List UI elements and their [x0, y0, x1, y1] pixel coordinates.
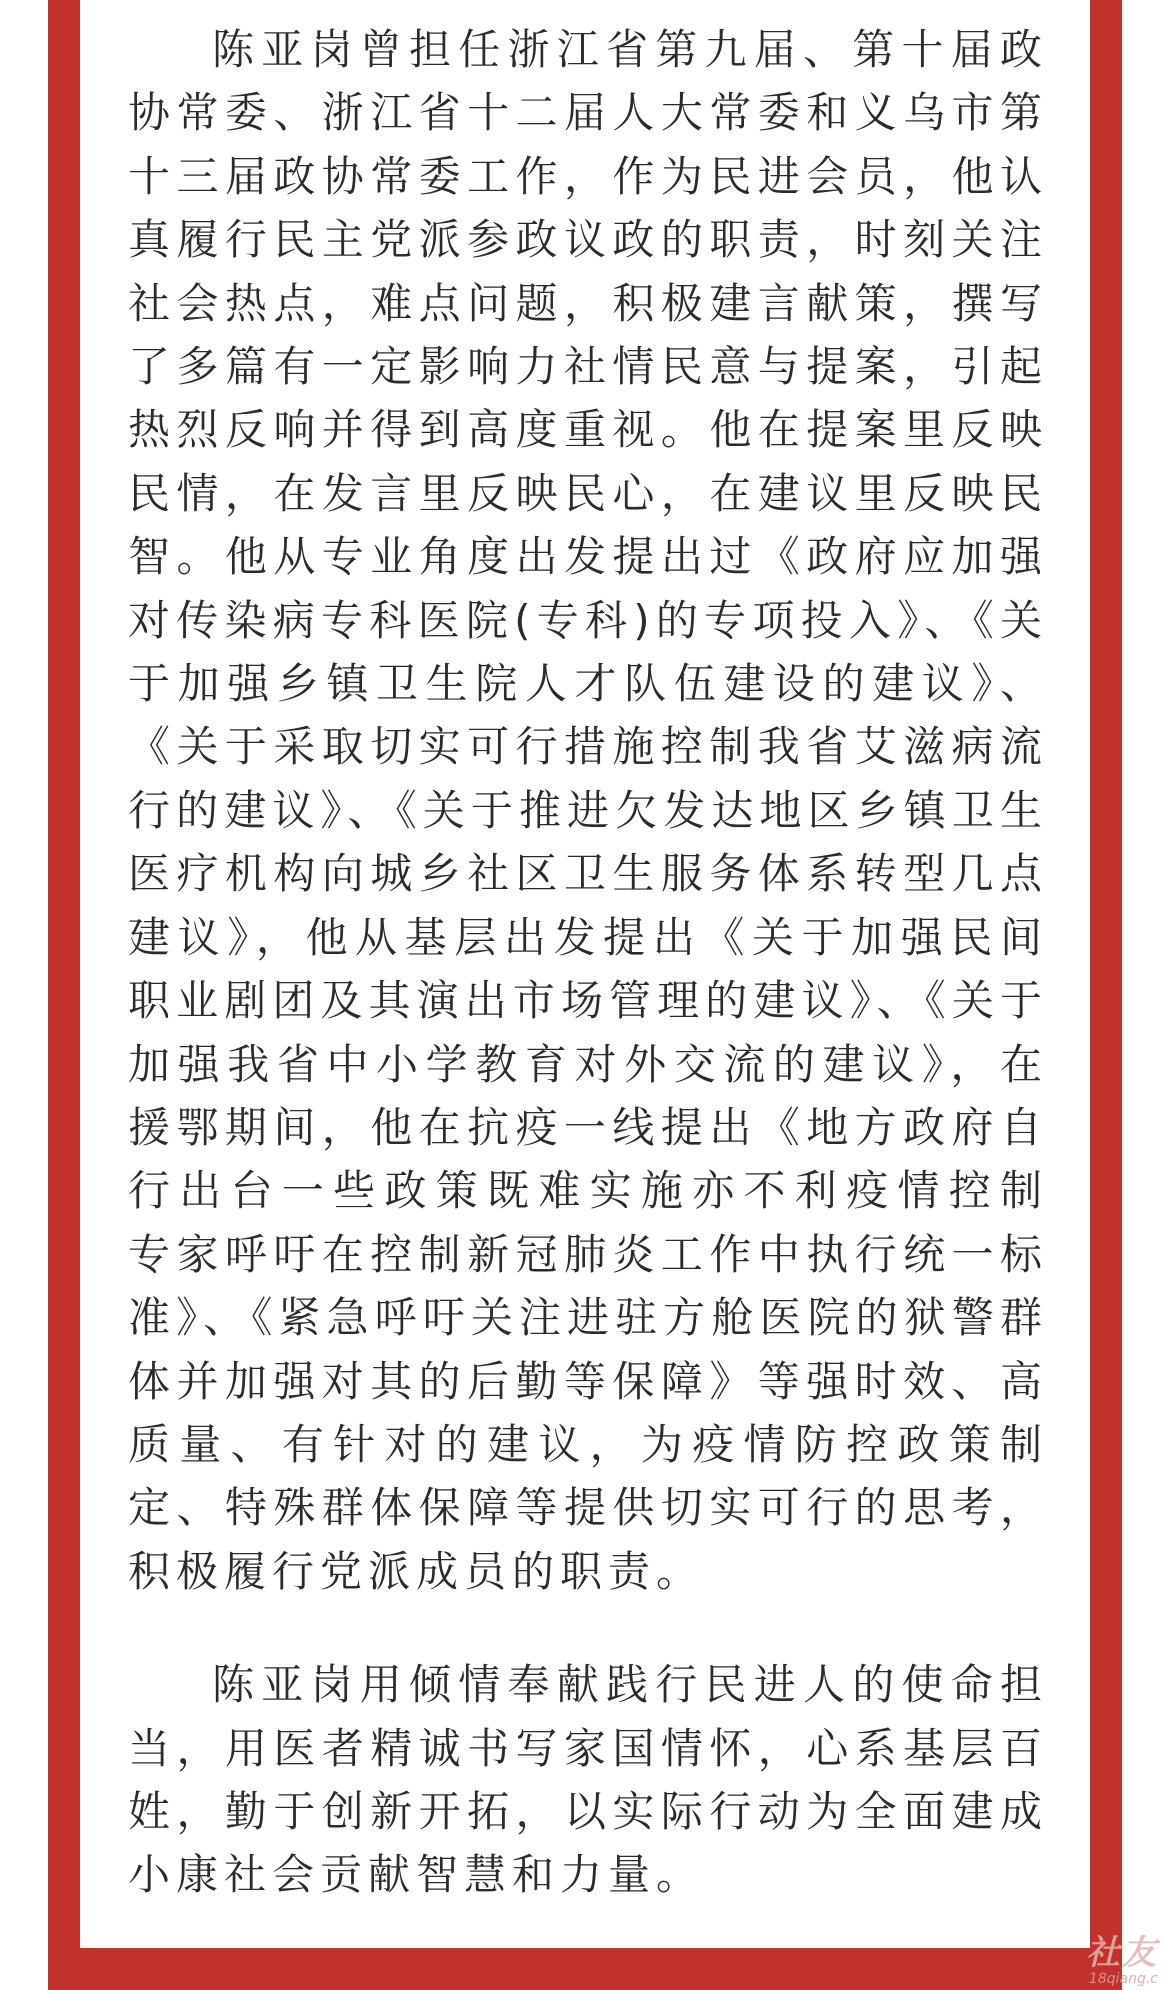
article-paragraph-1: 陈亚岗曾担任浙江省第九届、第十届政协常委、浙江省十二届人大常委和义乌市第十三届政协常委工作，作为民进会员，他认真履行民主党派参政议政的职责，时刻关注社会热点，难点问题，积极建言献策，撰写了多篇有一定影响力社情民意与提案，引起热烈反响并得到高度重视。他在提案里反映民情，在发言里反映民心，在建议里反映民智。他从专业角度出发提出过《政府应加强对传染病专科医院(专科)的专项投入》、《关于加强乡镇卫生院人才队伍建设的建议》、《关于采取切实可行措施控制我省艾滋病流行的建议》、《关于推进欠发达地区乡镇卫生医疗机构向城乡社区卫生服务体系转型几点建议》，他从基层出发提出《关于加强民间职业剧团及其演出市场管理的建议》、《关于加强我省中小学教育对外交流的建议》，在援鄂期间，他在抗疫一线提出《地方政府自行出台一些政策既难实施亦不利疫情控制 专家呼吁在控制新冠肺炎工作中执行统一标准》、《紧急呼吁关注进驻方舱医院的狱警群体并加强对其的后勤等保障》等强时效、高质量、有针对的建议，为疫情防控政策制定、特殊群体保障等提供切实可行的思考，积极履行党派成员的职责。	[128, 25, 1048, 1596]
watermark-logo-text: 社友	[1086, 1933, 1158, 1973]
article-paragraph-2: 陈亚岗用倾情奉献践行民进人的使命担当，用医者精诚书写家国情怀，心系基层百姓，勤于创新开拓，以实际行动为全面建成小康社会贡献智慧和力量。	[128, 1660, 1048, 1900]
watermark-url-text: 18qiang.c	[1088, 1971, 1158, 1987]
article-body	[128, 18, 1048, 1907]
site-watermark	[1086, 1933, 1158, 1987]
